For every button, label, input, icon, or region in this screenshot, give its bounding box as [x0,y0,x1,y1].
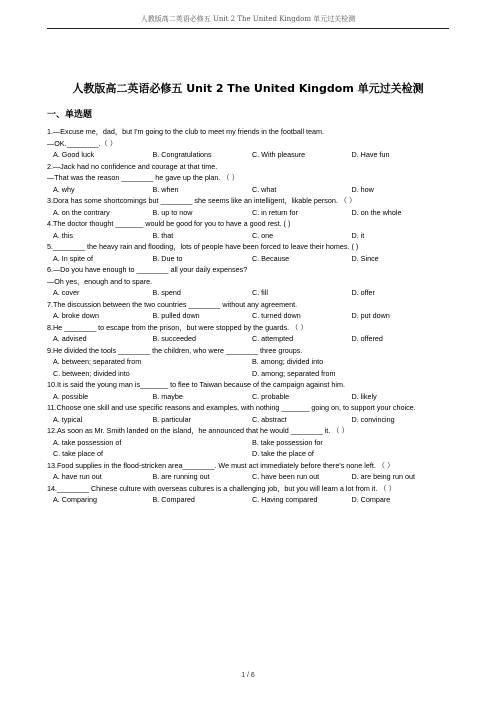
question-stem: —That was the reason ________ he gave up the plan. （ ） [47,173,239,182]
answer-option: D. offered [351,334,383,343]
answer-option: B. Congratulations [152,150,212,159]
question-item [47,402,451,425]
answer-option: A. why [53,184,75,194]
answer-option: D. offer [351,288,375,297]
question-stem: 9.He divided the tools ________ the children, who were ________ three groups. [47,345,303,355]
answer-option: B. that [152,230,174,240]
page-number: 1 / 6 [241,672,255,679]
answer-option: D. likely [351,391,377,401]
answer-option: C. Because [252,253,290,263]
answer-option: B. among; divided into [252,357,324,366]
answer-option: C. fill [252,288,268,297]
answer-option: B. particular [152,414,191,424]
answer-option: A. In spite of [53,253,93,263]
answer-option: B. up to now [152,207,193,217]
question-stem: 8.He ________ to escape from the prison，but were stopped by the guards. （ ） [47,322,308,332]
question-stem: 7.The discussion between the two countries ________ without any agreement. [47,299,298,309]
option-row [47,333,451,345]
question-item [47,379,451,402]
answer-option: A. typical [53,414,83,424]
question-stem: —Oh yes，enough and to spare. [47,276,153,286]
answer-option: D. are being run out [351,472,416,481]
answer-option: A. on the contrary [53,207,110,217]
answer-option: B. Due to [152,253,183,263]
option-row [47,391,451,403]
answer-option: C. With pleasure [252,150,306,159]
option-row [47,310,451,322]
option-row [47,356,451,368]
answer-option: A. between; separated from [53,357,142,366]
answer-option: B. pulled down [152,311,200,320]
answer-option: A. this [53,230,73,240]
answer-option: C. turned down [252,311,301,320]
answer-option: D. how [351,184,374,194]
question-stem: 10.It is said the young man is_______ to flee to Taiwan because of the campaign against him. [47,380,345,389]
answer-option: A. cover [53,288,80,297]
question-item [47,425,451,460]
answer-option: A. broke down [53,311,99,320]
answer-option: B. when [152,184,179,194]
answer-option: B. spend [152,288,181,297]
question-list [47,126,451,506]
option-row [47,414,451,426]
question-item [47,195,451,218]
question-stem: 6.—Do you have enough to ________ all your daily expenses? [47,265,248,274]
answer-option: D. it [351,230,365,240]
option-row [47,437,451,449]
option-row [47,287,451,299]
option-row [47,471,451,483]
question-item [47,460,451,483]
option-row [47,184,451,196]
question-item [47,345,451,380]
question-stem: 5.________ the heavy rain and flooding，lots of people have been forced to leave their homes. ( ) [47,242,359,251]
option-row [47,253,451,265]
page-title: 人教版高二英语必修五 Unit 2 The United Kingdom 单元过关检测 [72,82,424,95]
running-header: 人教版高二英语必修五 Unit 2 The United Kingdom 单元过关检测 [140,15,356,23]
answer-option: C. Having compared [252,495,318,504]
answer-option: A. possible [53,391,89,401]
question-stem: 12.As soon as Mr. Smith landed on the island，he announced that he would ________ it. （ ） [47,426,349,435]
answer-option: D. among; separated from [252,368,336,378]
question-item [47,299,451,322]
answer-option: A. Comparing [53,495,97,504]
answer-option: B. succeeded [152,334,197,343]
answer-option: C. what [252,184,277,194]
answer-option: C. abstract [252,414,287,424]
question-item [47,161,451,196]
question-item [47,322,451,345]
answer-option: C. in return for [252,207,298,217]
question-item [47,126,451,161]
answer-option: D. convincing [351,414,395,424]
question-stem: 11.Choose one skill and use specific reasons and examples, with nothing _______ going on, to support your choice. [47,403,416,412]
answer-option: A. take possession of [53,437,122,447]
answer-option: C. attempted [252,334,294,343]
option-row [47,494,451,506]
option-row [47,207,451,219]
answer-option: C. one [252,230,274,240]
question-stem: 14.________ Chinese culture with overseas cultures is a challenging job，but you will learn a lot from it. （ ） [47,483,396,493]
answer-option: D. take the place of [252,449,314,458]
question-item [47,483,451,506]
question-stem: 4.The doctor thought _______ would be good for you to have a good rest. ( ) [47,219,291,228]
question-stem: 13.Food supplies in the flood-stricken area________. We must act immediately before there's none left. （ ） [47,460,395,470]
answer-option: D. put down [351,311,390,320]
answer-option: C. probable [252,391,290,401]
answer-option: C. between; divided into [53,368,130,378]
answer-option: D. on the whole [351,207,402,217]
answer-option: B. maybe [152,391,183,401]
answer-option: A. advised [53,334,87,343]
answer-option: A. Good luck [53,150,95,159]
option-row [47,149,451,161]
option-row [47,368,451,380]
answer-option: A. have run out [53,472,102,481]
question-stem: 1.—Excuse me，dad，but I'm going to the club to meet my friends in the football team. [47,127,325,136]
answer-option: B. take possession for [252,437,323,447]
option-row [47,448,451,460]
answer-option: B. Compared [152,495,195,504]
answer-option: D. Have fun [351,150,390,159]
question-stem: 2.—Jack had no confidence and courage at that time. [47,161,218,171]
question-item [47,241,451,264]
answer-option: C. have been run out [252,472,320,481]
section-heading: 一、单选题 [47,110,93,120]
question-stem: 3.Dora has some shortcomings but ________ she seems like an intelligent，likable person. （ ） [47,196,357,205]
answer-option: B. are running out [152,472,210,481]
option-row [47,230,451,242]
answer-option: D. Compare [351,495,391,504]
question-item [47,218,451,241]
answer-option: C. take place of [53,449,103,458]
header-rule [47,28,449,29]
answer-option: D. Since [351,253,379,263]
question-stem: —OK.________.（ ） [47,138,117,148]
question-item [47,264,451,299]
